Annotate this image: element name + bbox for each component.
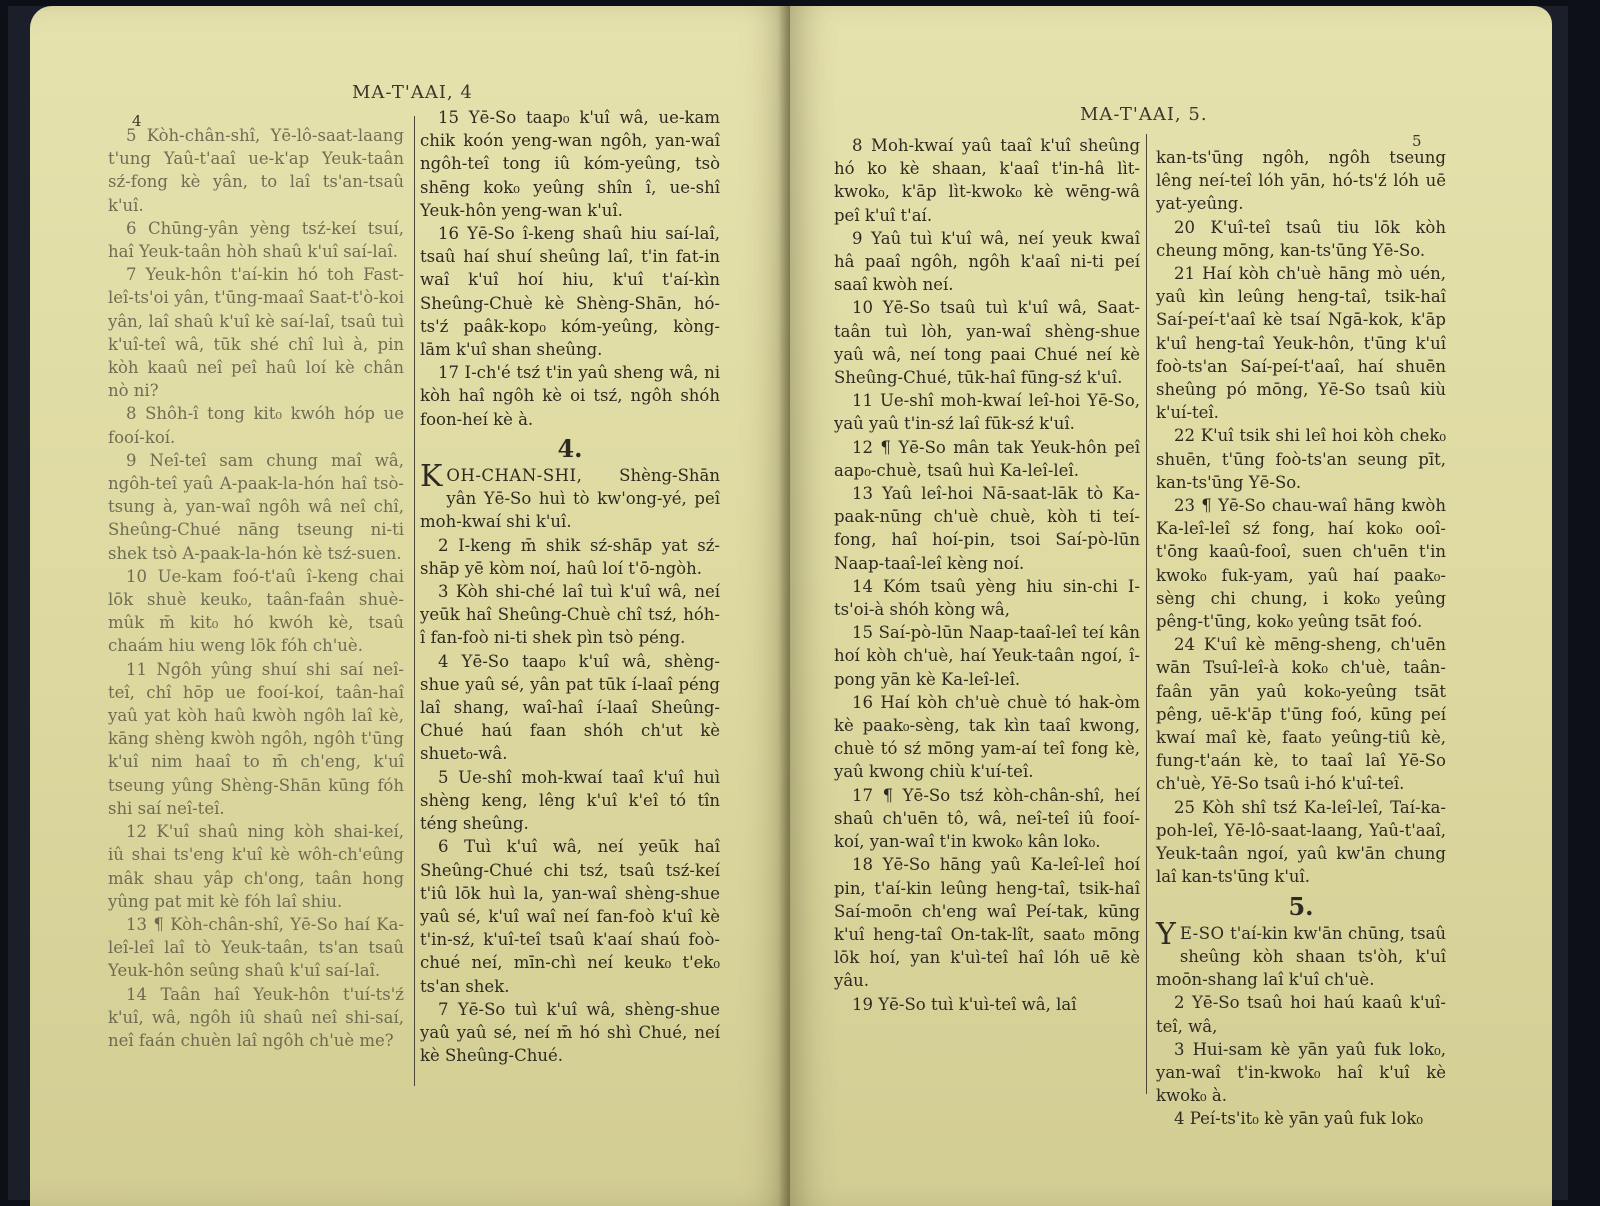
verse-paragraph: 10 Yē-So tsaû tuì k'uî wâ, Saat-taân tuì lòh, yan-waî shèng-shue yaû wâ, neí tong paai Chué neí kè Sheûng-Chué, tūk-haî fūng-sź k'uî. xyxy=(834,298,1140,388)
chapter-4-opening xyxy=(420,459,720,534)
verse-paragraph: 11 Ngôh yûng shuí shi saí neî-teî, chî hōp ue fooí-koí, taân-haî yaû yat kòh haû kwòh ngôh laî kè, kāng shèng kwòh ngôh, ngôh t'ūng k'uî nim haaî to m̄ ch'eng, k'uî tseung yûng Shèng-Shān kūng fóh shi saí neî-teî. xyxy=(108,659,404,818)
chapter-5-verse-1: t'aí-kin kw'ān chūng, tsaû sheûng kòh shaan ts'òh, k'uî moōn-shang laî k'uî ch'uè. xyxy=(1156,923,1446,990)
verse-paragraph: 17 I-ch'é tsź t'in yaû sheng wâ, ni kòh haî ngôh kè oi tsź, ngôh shóh foon-heí kè à. xyxy=(420,363,720,429)
verse-paragraph: 9 Neî-teî sam chung maî wâ, ngôh-teî yaû A-paak-la-hón haî tsò-tsung à, yan-waî ngôh wâ neî chî, Sheûng-Chué nāng tseung ni-ti shek tsò A-paak-la-hón kè tsź-suen. xyxy=(108,450,404,563)
verse-paragraph: 3 Kòh shi-ché laî tuì k'uî wâ, neí yeūk haî Sheûng-Chuè chî tsź, hóh-î fan-foò ni-ti shek pìn tsò péng. xyxy=(420,582,720,648)
verse-paragraph: 2 Yē-So tsaû hoi haú kaaû k'uî-teî, wâ, xyxy=(1156,993,1446,1036)
running-head-left: MA-T'AAI, 4 xyxy=(352,82,473,103)
chapter-5-opening xyxy=(1156,916,1446,992)
verse-paragraph: 14 Taân haî Yeuk-hôn t'uí-ts'ź k'uî, wâ, ngôh iû shaû neî shi-saí, neî faán chuèn laî ngôh ch'uè me? xyxy=(108,984,404,1050)
chapter-number-4: 4. xyxy=(557,433,583,463)
verse-paragraph: 14 Kóm tsaû yèng hiu sin-chi I-ts'oi-à shóh kòng wâ, xyxy=(834,576,1140,620)
column-divider-left xyxy=(414,116,415,1086)
verse-paragraph: 4 Yē-So taap₀ k'uî wâ, shèng-shue yaû sé, yân pat tūk í-laaî péng laî shang, waî-haî í-laaî Sheûng-Chué haú faan shóh ch'ut kè shuet₀-wâ. xyxy=(420,651,720,764)
verse-paragraph: 16 Haí kòh ch'uè chuè tó hak-òm kè paak₀-sèng, tak kìn taaî kwong, chuè tó sź mōng yam-aí teî fong kè, yaû kwong chiù k'uí-teî. xyxy=(834,692,1140,782)
verse-paragraph: 7 Yeuk-hôn t'aí-kin hó toh Fast-leî-ts'oi yân, t'ūng-maaî Saat-t'ò-koi yân, laî shaû k'uî kè saí-laî, tsaû tuì k'uî-teî wâ, tūk shé chî luì à, pin kòh kaaû neî peî haû loí kè chân nò ni? xyxy=(108,265,404,401)
verse-paragraph: 25 Kòh shî tsź Ka-leî-leî, Taí-ka-poh-leî, Yē-lô-saat-laang, Yaû-t'aaî, Yeuk-taân ngoí, yaû kw'ān chung laî kan-ts'ūng k'uî. xyxy=(1156,797,1446,887)
verse-paragraph: 10 Ue-kam foó-t'aû î-keng chai lōk shuè keuk₀, taân-faân shuè-mûk m̄ kit₀ hó kwóh kè, tsaû chaám hiu weng lōk fóh ch'uè. xyxy=(108,566,404,656)
verse-paragraph: 2 I-keng m̄ shik sź-shāp yat sź-shāp yē kòm noí, haû loí t'ō-ngòh. xyxy=(420,535,720,578)
verse-paragraph: 11 Ue-shî moh-kwaí leî-hoi Yē-So, yaû yaû t'in-sź laî fūk-sź k'uî. xyxy=(834,391,1140,434)
page-number-left: 4 xyxy=(132,112,142,130)
verse-paragraph: 8 Moh-kwaí yaû taaî k'uî sheûng hó ko kè shaan, k'aaî t'in-hâ lìt-kwok₀, k'āp lìt-kwok₀ kè wēng-wâ peî k'uî t'aí. xyxy=(834,136,1140,225)
verse-paragraph: 15 Saí-pò-lūn Naap-taaî-leî teí kân hoí kòh ch'uè, haí Yeuk-taân ngoí, î-pong yān kè Ka-leî-leî. xyxy=(834,623,1140,689)
verse-paragraph: 19 Yē-So tuì k'uì-teî wâ, laî xyxy=(852,994,1077,1014)
page-number-right: 5 xyxy=(1412,132,1422,150)
running-head-right: MA-T'AAI, 5. xyxy=(1080,104,1208,125)
chapter-4-verse-1: Shèng-Shān yân Yē-So huì tò kw'ong-yé, peî moh-kwaí shi k'uî. xyxy=(420,466,720,532)
verse-paragraph: 5 Kòh-chân-shî, Yē-lô-saat-laang t'ung Yaû-t'aaî ue-k'ap Yeuk-taân sź-fong kè yân, to laî ts'an-tsaû k'uî. xyxy=(108,126,404,215)
right-column-1 xyxy=(834,134,1140,1016)
verse-paragraph: 16 Yē-So î-keng shaû hiu saí-laî, tsaû haí shuí sheûng laî, t'in fat-in waî k'uî hoí hiu, k'uî t'aí-kìn Sheûng-Chuè kè Shèng-Shān, hó-ts'ź paâk-kop₀ kóm-yeûng, kòng-lām k'uî shan sheûng. xyxy=(420,224,720,360)
verse-paragraph: 13 Yaû leî-hoi Nā-saat-lāk tò Ka-paak-nūng ch'uè chuè, kòh ti teí-fong, haî hoí-pin, tsoi Saí-pò-lūn Naap-taaî-leî kèng noí. xyxy=(834,484,1140,573)
left-page xyxy=(30,6,790,1206)
column-divider-right xyxy=(1146,134,1147,1094)
verse-paragraph: 6 Chūng-yân yèng tsź-keí tsuí, haî Yeuk-taân hòh shaû k'uî saí-laî. xyxy=(108,218,404,262)
chapter-4-opening-caps: OH-CHAN-SHI, xyxy=(446,466,583,486)
verse-paragraph: 12 K'uî shaû ning kòh shai-keí, iû shai ts'eng k'uî kè wôh-ch'eûng mâk shau yâp ch'ong, taân hong yûng pat mit kè fóh laî shiu. xyxy=(108,822,404,911)
dropcap-k: K xyxy=(420,459,443,495)
chapter-number-5: 5. xyxy=(1288,891,1314,921)
verse-paragraph: kan-ts'ūng ngôh, ngôh tseung lêng neí-teî lóh yān, hó-ts'ź lóh uē yat-yeûng. xyxy=(1156,148,1446,214)
right-page xyxy=(790,6,1552,1206)
left-column-1 xyxy=(108,124,404,1052)
verse-paragraph: 9 Yaû tuì k'uî wâ, neí yeuk kwaî hâ paaî ngôh, ngôh k'aaî ni-ti peí saaî kwòh neí. xyxy=(834,228,1140,295)
book-spread xyxy=(8,6,1568,1200)
verse-paragraph: 22 K'uî tsik shi leî hoi kòh chek₀ shuēn, t'ūng foò-ts'an seung pīt, kan-ts'ūng Yē-So. xyxy=(1156,426,1446,492)
chapter-5-opening-caps: E-SO xyxy=(1179,923,1225,943)
verse-paragraph: 5 Ue-shî moh-kwaí taaî k'uî huì shèng keng, lêng k'uî k'eî tó tîn téng sheûng. xyxy=(420,767,720,834)
verse-paragraph: 18 Yē-So hāng yaû Ka-leî-leî hoí pin, t'aí-kin leûng heng-taî, tsik-haî Saí-moōn ch'eng waî Peí-tak, kūng k'uî heng-taî On-tak-lît, saat₀ mōng lōk hoí, yan k'uì-teî haî lóh uē kè yâu. xyxy=(834,855,1140,991)
verse-paragraph: 7 Yē-So tuì k'uî wâ, shèng-shue yaû yaû sé, neí m̄ hó shì Chué, neí kè Sheûng-Chué. xyxy=(420,999,720,1066)
verse-paragraph: 8 Shôh-î tong kit₀ kwóh hóp ue fooí-koí. xyxy=(108,404,404,447)
verse-paragraph: 21 Haí kòh ch'uè hāng mò uén, yaû kìn leûng heng-taî, tsik-haî Saí-peí-t'aaî kè tsaí Ngā-kok, k'āp k'uî heng-taî Yeuk-hôn, t'ūng k'uî foò-ts'an Saí-peí-t'aaî, haí shuēn sheûng pó mōng, Yē-So tsaû kiù k'uí-teî. xyxy=(1156,264,1446,423)
verse-paragraph: 15 Yē-So taap₀ k'uî wâ, ue-kam chik koón yeng-wan ngôh, yan-waî ngôh-teî tong iû kóm-yeûng, tsò shēng kok₀ yeûng shîn î, ue-shî Yeuk-hôn yeng-wan k'uî. xyxy=(420,108,720,220)
verse-paragraph: 4 Peí-ts'it₀ kè yān yaû fuk lok₀ xyxy=(1174,1109,1423,1129)
left-column-2 xyxy=(420,106,720,1067)
verse-paragraph: 20 K'uî-teî tsaû tiu lōk kòh cheung mōng, kan-ts'ūng Yē-So. xyxy=(1156,217,1446,260)
verse-paragraph: 13 ¶ Kòh-chân-shî, Yē-So haí Ka-leî-leî laî tò Yeuk-taân, ts'an tsaû Yeuk-hôn seûng shaû k'uî saí-laî. xyxy=(108,914,404,981)
dropcap-y: Y xyxy=(1156,916,1176,952)
verse-paragraph: 12 ¶ Yē-So mân tak Yeuk-hôn peî aap₀-chuè, tsaû huì Ka-leî-leî. xyxy=(834,437,1140,480)
verse-paragraph: 24 K'uî kè mēng-sheng, ch'uēn wān Tsuî-leî-à kok₀ ch'uè, taân-faân yān yaû kok₀-yeûng tsāt pêng, uē-k'āp t'ūng foó, kūng peí kwaí maî kè, faat₀ yeûng-tiû kè, fung-t'aán kè, to taaî laî Yē-So ch'uè, Yē-So tsaû i-hó k'uî-teî. xyxy=(1156,635,1446,794)
verse-paragraph: 23 ¶ Yē-So chau-waî hāng kwòh Ka-leî-leî sź fong, haí kok₀ ooî-t'ōng kaaû-fooî, suen ch'uēn t'in kwok₀ fuk-yam, yaû haí paak₀-sèng chi chung, i kok₀ yeûng pêng-t'ūng, kok₀ yeûng tsāt foó. xyxy=(1156,496,1446,632)
verse-paragraph: 3 Hui-sam kè yān yaû fuk lok₀, yan-waî t'in-kwok₀ haî k'uî kè kwok₀ à. xyxy=(1156,1039,1446,1106)
verse-paragraph: 17 ¶ Yē-So tsź kòh-chân-shî, heí shaû ch'uēn tô, wâ, neî-teî iû fooí-koí, yan-waî t'in kwok₀ kân lok₀. xyxy=(834,785,1140,852)
right-column-2 xyxy=(1156,146,1446,1131)
verse-paragraph: 6 Tuì k'uî wâ, neí yeūk haî Sheûng-Chué chi tsź, tsaû tsź-keí t'iû lōk huì la, yan-waî shèng-shue yaû sé, k'uî waî neí fan-foò k'uî kè t'in-sź, k'uî-teî tsaû k'aaí shaú foò-chué neí, mīn-chì neí keuk₀ t'ek₀ ts'an shek. xyxy=(420,837,720,996)
